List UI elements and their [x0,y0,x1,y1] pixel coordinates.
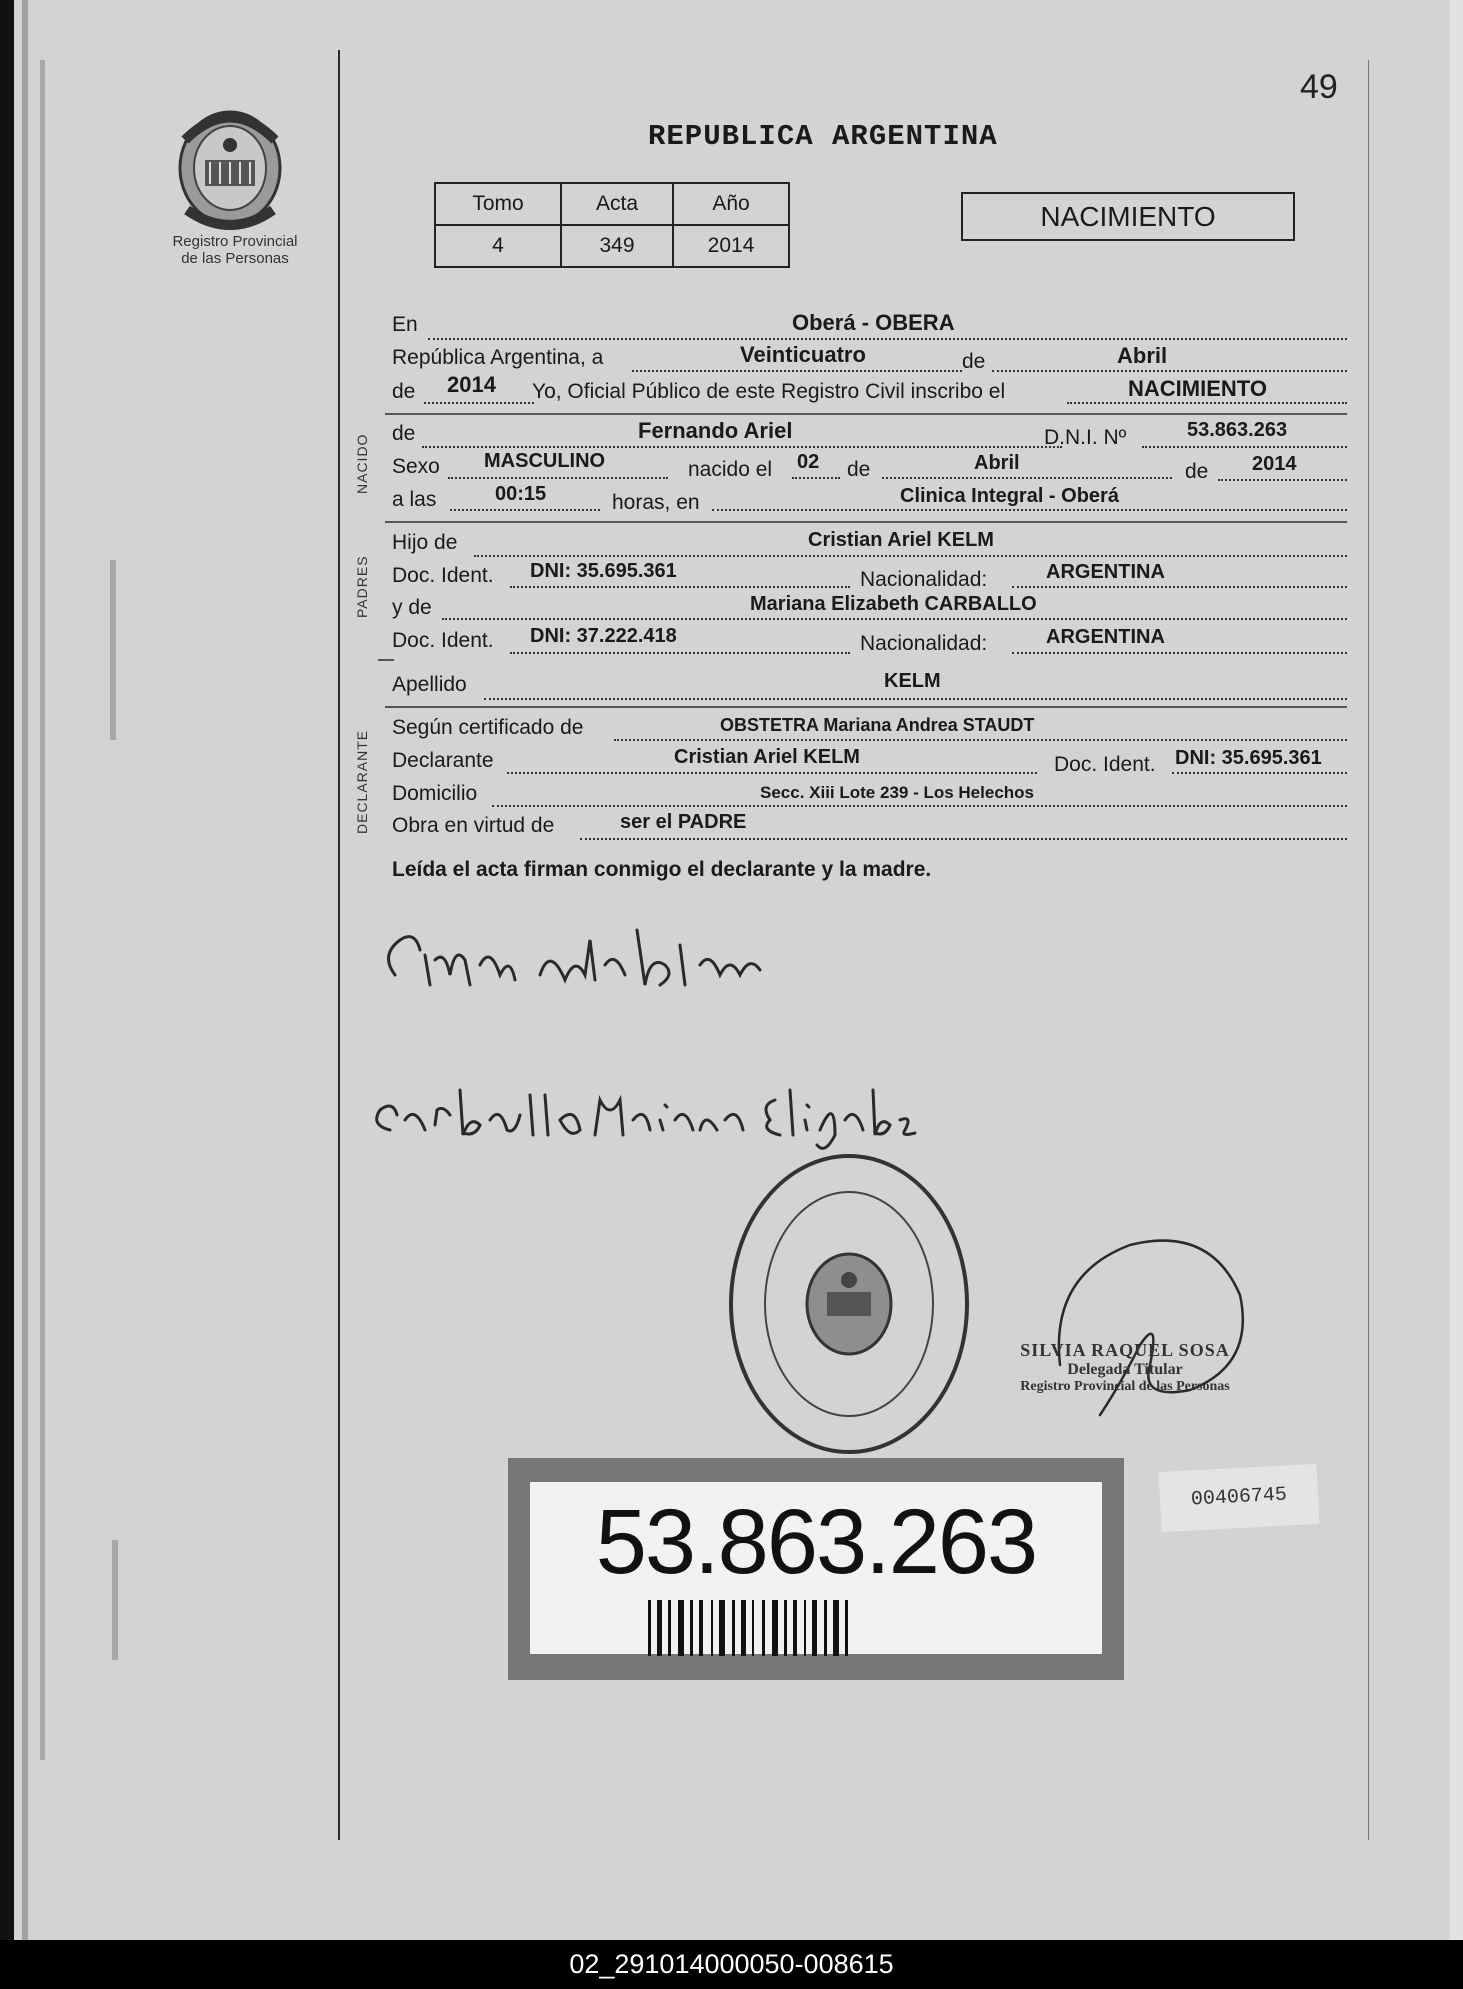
barcode-bars-icon [648,1600,1018,1656]
document-title: REPUBLICA ARGENTINA [648,120,998,153]
birth-month-value: Abril [974,452,1020,474]
scan-left-edge [0,0,14,1940]
registry-stamp [727,1152,972,1457]
dotted-line [712,509,1347,511]
record-table [434,182,790,268]
row-apellido [392,672,1347,702]
domicilio-value: Secc. Xiii Lote 239 - Los Helechos [760,783,1034,802]
section-divider [385,413,1347,415]
registry-line2: de las Personas [181,250,289,267]
oficial-label: Yo, Oficial Público de este Registro Civil inscribo el [532,380,1006,403]
dotted-line [632,370,962,372]
republica-label: República Argentina, a [392,346,604,369]
control-number: 00406745 [1159,1464,1320,1532]
scan-streak [22,0,28,1940]
dotted-line [428,338,1347,340]
nacionalidad-label: Nacionalidad: [860,632,988,655]
dotted-line [448,477,668,479]
scan-streak [110,560,116,740]
en-label: En [392,313,418,336]
de-label: de [1185,460,1209,483]
value-acta: 349 [561,225,673,267]
right-margin-line [1368,60,1369,1840]
dotted-line [510,586,850,588]
dotted-line [1067,402,1347,404]
dotted-line [492,805,1347,807]
doc-label: Doc. Ident. [1054,753,1156,776]
dotted-line [992,370,1347,372]
mother-doc-value: DNI: 37.222.418 [530,625,677,647]
dotted-line [422,446,1062,448]
domicilio-label: Domicilio [392,782,478,805]
document-type-box: NACIMIENTO [961,192,1295,241]
month-value: Abril [1117,343,1168,368]
row-hora [392,483,1347,517]
child-dni-value: 53.863.263 [1187,419,1288,441]
section-label-declarante: DECLARANTE [354,729,370,834]
day-words-value: Veinticuatro [740,342,866,367]
father-signature [375,915,795,1010]
row-obra [392,813,1347,843]
registry-line1: Registro Provincial [172,233,298,250]
dotted-line [614,739,1347,741]
section-label-padres: PADRES [354,555,370,618]
row-nacido-name [392,418,1347,452]
officer-office: Registro Provincial de las Personas [1020,1379,1230,1394]
dotted-line [792,477,840,479]
row-domicilio [392,781,1347,811]
father-name-value: Cristian Ariel KELM [808,529,994,551]
de-label: de [392,422,416,445]
dotted-line [1012,586,1347,588]
scan-streak [112,1540,118,1660]
registry-label [160,233,310,267]
header-anio: Año [673,183,789,225]
declarante-label: Declarante [392,749,494,772]
dotted-line [474,555,1347,557]
horas-label: horas, en [612,491,700,514]
doc-label: Doc. Ident. [392,629,494,652]
y-de-label: y de [392,596,432,619]
child-name-value: Fernando Ariel [638,418,793,443]
a-las-label: a las [392,488,437,511]
barcode-label [530,1482,1102,1654]
apellido-value: KELM [884,670,941,692]
sexo-value: MASCULINO [484,450,606,472]
certificate-value: OBSTETRA Mariana Andrea STAUDT [720,715,1035,735]
de-label: de [962,350,986,373]
doc-label: Doc. Ident. [392,564,494,587]
dotted-line [442,618,1347,620]
dotted-line [507,772,1037,774]
section-label-nacido: NACIDO [354,433,370,494]
dotted-line [1172,772,1347,774]
dni-label: D.N.I. Nº [1044,426,1127,449]
row-mother [392,595,1347,625]
mother-nationality-value: ARGENTINA [1046,626,1165,648]
row-father-doc [392,560,1347,593]
value-tomo: 4 [435,225,561,267]
birth-place-value: Clinica Integral - Oberá [900,485,1119,507]
mother-name-value: Mariana Elizabeth CARBALLO [750,593,1037,615]
nacido-label: nacido el [688,458,773,481]
dotted-line [1142,446,1347,448]
dotted-line [882,477,1172,479]
row-en [392,310,1347,343]
row-mother-doc [392,625,1347,658]
row-certificado [392,715,1347,745]
hijo-label: Hijo de [392,531,458,554]
section-divider [385,521,1347,523]
obra-label: Obra en virtud de [392,814,555,837]
header-tomo: Tomo [435,183,561,225]
dotted-line [580,838,1347,840]
officer-signature [1040,1215,1260,1435]
dotted-line [484,698,1347,700]
value-anio: 2014 [673,225,789,267]
father-doc-value: DNI: 35.695.361 [530,560,677,582]
barcode-sticker [508,1458,1124,1680]
row-father [392,530,1347,560]
de-label: de [847,458,871,481]
birth-day-value: 02 [797,451,820,473]
birth-year-value: 2014 [1252,453,1297,475]
dotted-line [510,652,850,654]
page-number: 49 [1300,68,1338,106]
de-label: de [392,380,416,403]
officer-block [990,1340,1260,1395]
barcode-number: 53.863.263 [595,1491,1037,1593]
header-acta: Acta [561,183,673,225]
sexo-label: Sexo [392,455,440,478]
closing-statement: Leída el acta firman conmigo el declarante y la madre. [392,858,932,881]
row-republica [392,342,1347,376]
scan-right-edge [1450,0,1463,1940]
province-seal-icon [165,100,295,230]
left-margin-line [338,50,340,1840]
scan-streak [40,60,45,1760]
event-value: NACIMIENTO [1128,376,1267,401]
dotted-line [450,509,600,511]
segun-label: Según certificado de [392,716,584,739]
row-oficial [392,372,1347,410]
father-nationality-value: ARGENTINA [1046,561,1165,583]
row-declarante [392,748,1347,778]
scan-footer-id: 02_291014000050-008615 [0,1940,1463,1989]
declarante-value: Cristian Ariel KELM [674,746,860,768]
table-row [435,225,789,267]
obra-value: ser el PADRE [620,811,747,833]
officer-name: SILVIA RAQUEL SOSA [1020,1340,1230,1360]
time-value: 00:15 [495,483,547,505]
year-value: 2014 [447,372,496,397]
place-value: Oberá - OBERA [792,310,955,335]
section-divider [378,659,394,661]
section-divider [385,706,1347,708]
apellido-label: Apellido [392,673,467,696]
dotted-line [1218,479,1347,481]
dotted-line [424,402,534,404]
dotted-line [1012,652,1347,654]
declarante-doc-value: DNI: 35.695.361 [1175,747,1322,769]
officer-title: Delegada Titular [1067,1361,1183,1378]
table-header-row [435,183,789,225]
row-sexo [392,450,1347,484]
nacionalidad-label: Nacionalidad: [860,568,988,591]
